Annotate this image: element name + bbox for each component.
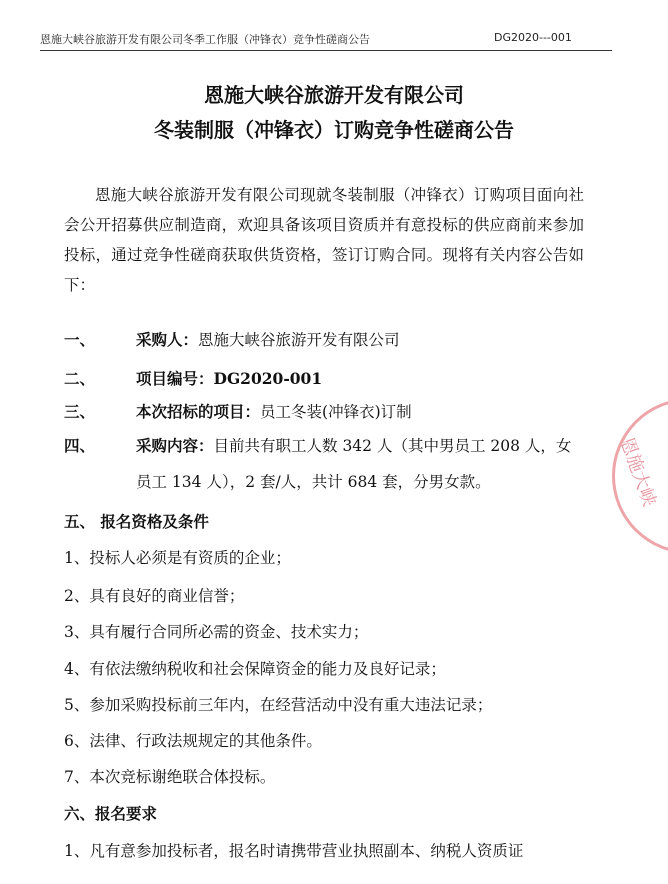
intro-paragraph: 恩施大峡谷旅游开发有限公司现就冬装制服（冲锋衣）订购项目面向社会公开招募供应制造商，欢迎具备该项目资质并有意投标的供应商前来参加投标，通过竞争性磋商获取供货资格，签订订购合同。现将有关内容公告如下：	[64, 186, 584, 294]
section-number: 四、	[64, 436, 96, 455]
qualification-item: 2、具有良好的商业信誉；	[64, 587, 245, 605]
section-6-heading: 六、报名要求	[64, 804, 158, 823]
company-seal	[612, 398, 668, 554]
section-label: 本次招标的项目：	[136, 402, 261, 421]
qualification-item: 3、具有履行合同所必需的资金、技术实力；	[64, 623, 369, 641]
section-value: 恩施大峡谷旅游开发有限公司	[198, 331, 400, 349]
qualification-item: 6、法律、行政法规规定的其他条件。	[64, 732, 322, 750]
section-label: 采购内容：	[136, 436, 214, 455]
section-4-continuation: 员工 134 人），2 套/人，共计 684 套，分男女款。	[136, 473, 491, 491]
section-5-heading: 五、 报名资格及条件	[64, 512, 209, 531]
section-label: 项目编号：DG2020-001	[136, 369, 323, 388]
section-number: 一、	[64, 330, 96, 349]
section-value: 目前共有职工人数 342 人（其中男员工 208 人，女	[213, 437, 572, 455]
section-label: 采购人：	[136, 330, 199, 349]
seal-text: 恩施大峡	[615, 434, 660, 510]
header-doc-title: 恩施大峡谷旅游开发有限公司冬季工作服（冲锋衣）竞争性磋商公告	[40, 33, 370, 46]
section-2	[64, 364, 322, 394]
qualification-item: 5、参加采购投标前三年内，在经营活动中没有重大违法记录；	[64, 696, 493, 714]
company-title: 恩施大峡谷旅游开发有限公司	[204, 83, 464, 107]
section-value: 员工冬装(冲锋衣)订制	[260, 403, 412, 421]
section-number: 三、	[64, 402, 96, 421]
registration-item: 1、凡有意参加投标者，报名时请携带营业执照副本、纳税人资质证	[64, 842, 524, 860]
qualification-item: 7、本次竞标谢绝联合体投标。	[64, 768, 276, 786]
qualification-item: 1、投标人必须是有资质的企业；	[64, 549, 291, 567]
header-divider	[40, 50, 612, 51]
header-ref-number: DG2020---001	[494, 31, 572, 44]
section-1	[64, 325, 400, 355]
section-4	[64, 431, 571, 461]
announcement-title: 冬装制服（冲锋衣）订购竞争性磋商公告	[154, 118, 514, 142]
section-3	[64, 397, 412, 427]
qualification-item: 4、有依法缴纳税收和社会保障资金的能力及良好记录；	[64, 660, 446, 678]
section-number: 二、	[64, 369, 96, 388]
